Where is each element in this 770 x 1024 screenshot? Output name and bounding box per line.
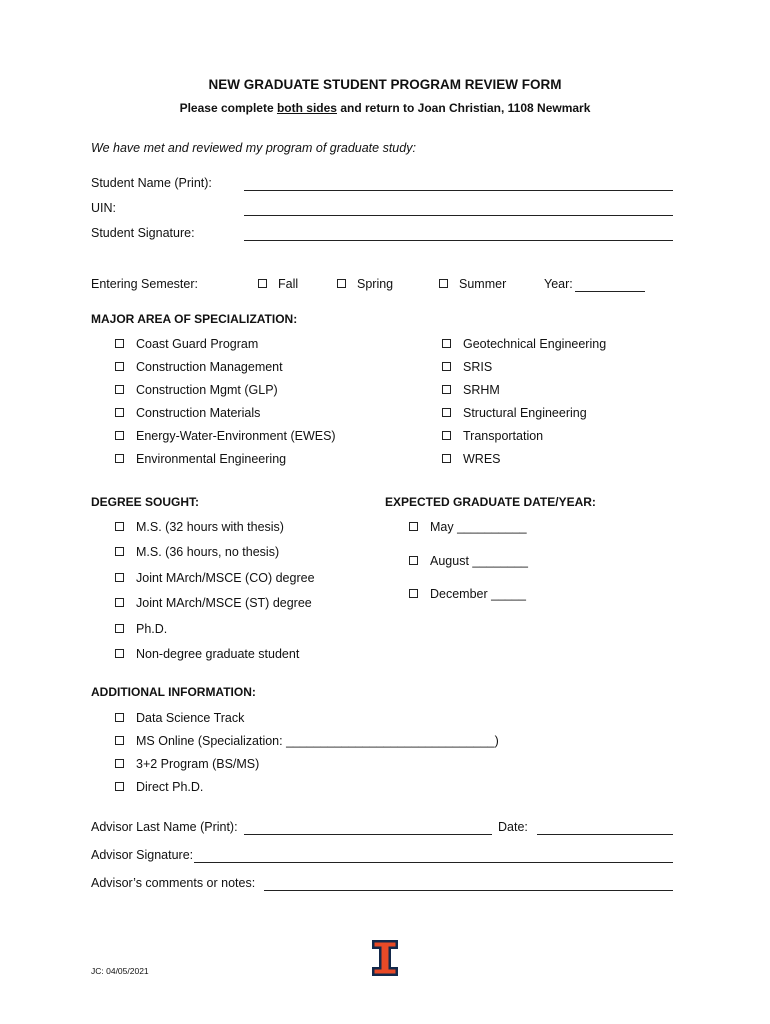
uin-label: UIN: <box>91 201 116 215</box>
degree-checkbox[interactable] <box>115 547 124 556</box>
degree-checkbox[interactable] <box>115 649 124 658</box>
summer-label: Summer <box>459 277 507 291</box>
additional-option: MS Online (Specialization: ______________________________) <box>136 734 499 748</box>
major-option: SRIS <box>463 360 493 374</box>
graduation-option: December _____ <box>430 587 526 601</box>
additional-heading: ADDITIONAL INFORMATION: <box>91 685 256 699</box>
advisor-date-field[interactable] <box>537 834 673 835</box>
fall-checkbox[interactable] <box>258 279 267 288</box>
major-checkbox[interactable] <box>442 408 451 417</box>
degree-heading: DEGREE SOUGHT: <box>91 495 200 509</box>
year-field[interactable] <box>575 291 645 292</box>
major-checkbox[interactable] <box>115 431 124 440</box>
student-name-field[interactable] <box>244 190 673 191</box>
advisor-comments-label: Advisor’s comments or notes: <box>91 876 256 890</box>
additional-checkbox[interactable] <box>115 713 124 722</box>
major-option: Environmental Engineering <box>136 452 287 466</box>
subtitle-post: and return to Joan Christian, 1108 Newmark <box>336 101 591 115</box>
major-option: Construction Management <box>136 360 283 374</box>
major-checkbox[interactable] <box>115 408 124 417</box>
student-signature-label: Student Signature: <box>91 226 195 240</box>
degree-option: M.S. (32 hours with thesis) <box>136 520 284 534</box>
degree-option: M.S. (36 hours, no thesis) <box>136 545 280 559</box>
summer-checkbox[interactable] <box>439 279 448 288</box>
form-title: NEW GRADUATE STUDENT PROGRAM REVIEW FORM <box>208 77 562 92</box>
graduation-checkbox[interactable] <box>409 589 418 598</box>
additional-checkbox[interactable] <box>115 759 124 768</box>
major-option: Energy-Water-Environment (EWES) <box>136 429 336 443</box>
major-checkbox[interactable] <box>115 339 124 348</box>
degree-checkbox[interactable] <box>115 598 124 607</box>
degree-option: Joint MArch/MSCE (ST) degree <box>136 596 312 610</box>
major-option: Coast Guard Program <box>136 337 259 351</box>
major-heading: MAJOR AREA OF SPECIALIZATION: <box>91 312 298 326</box>
additional-option: Data Science Track <box>136 711 245 725</box>
advisor-signature-field[interactable] <box>194 862 673 863</box>
graduation-checkbox[interactable] <box>409 522 418 531</box>
graduation-option: May __________ <box>430 520 527 534</box>
major-checkbox[interactable] <box>442 385 451 394</box>
major-checkbox[interactable] <box>115 362 124 371</box>
advisor-comments-field[interactable] <box>264 890 673 891</box>
student-signature-field[interactable] <box>244 240 673 241</box>
subtitle-underlined: both sides <box>276 101 337 115</box>
major-option: Construction Mgmt (GLP) <box>136 383 278 397</box>
major-option: Geotechnical Engineering <box>463 337 607 351</box>
year-label: Year: <box>544 277 573 291</box>
graduation-option: August ________ <box>430 554 529 568</box>
spring-checkbox[interactable] <box>337 279 346 288</box>
subtitle-pre: Please complete <box>179 101 277 115</box>
degree-option: Non-degree graduate student <box>136 647 300 661</box>
university-logo <box>370 938 400 978</box>
major-option: Transportation <box>463 429 544 443</box>
major-option: SRHM <box>463 383 500 397</box>
major-checkbox[interactable] <box>442 431 451 440</box>
major-option: Construction Materials <box>136 406 261 420</box>
additional-checkbox[interactable] <box>115 736 124 745</box>
advisor-signature-label: Advisor Signature: <box>91 848 194 862</box>
degree-option: Ph.D. <box>136 622 168 636</box>
major-checkbox[interactable] <box>442 454 451 463</box>
additional-option: Direct Ph.D. <box>136 780 204 794</box>
uin-field[interactable] <box>244 215 673 216</box>
spring-label: Spring <box>357 277 394 291</box>
graduation-heading: EXPECTED GRADUATE DATE/YEAR: <box>385 495 596 509</box>
advisor-date-label: Date: <box>498 820 528 834</box>
block-i-logo-icon <box>370 938 400 978</box>
major-checkbox[interactable] <box>442 339 451 348</box>
additional-option: 3+2 Program (BS/MS) <box>136 757 260 771</box>
fall-label: Fall <box>278 277 299 291</box>
intro-text: We have met and reviewed my program of graduate study: <box>91 141 416 155</box>
major-option: WRES <box>463 452 501 466</box>
degree-checkbox[interactable] <box>115 522 124 531</box>
major-checkbox[interactable] <box>115 385 124 394</box>
revision-code: JC: 04/05/2021 <box>91 966 149 976</box>
advisor-name-label: Advisor Last Name (Print): <box>91 820 238 834</box>
degree-option: Joint MArch/MSCE (CO) degree <box>136 571 315 585</box>
additional-checkbox[interactable] <box>115 782 124 791</box>
major-option: Structural Engineering <box>463 406 587 420</box>
entering-semester-label: Entering Semester: <box>91 277 198 291</box>
major-checkbox[interactable] <box>115 454 124 463</box>
graduation-checkbox[interactable] <box>409 556 418 565</box>
form-subtitle <box>0 101 770 115</box>
degree-checkbox[interactable] <box>115 573 124 582</box>
degree-checkbox[interactable] <box>115 624 124 633</box>
major-checkbox[interactable] <box>442 362 451 371</box>
student-name-label: Student Name (Print): <box>91 176 212 190</box>
advisor-name-field[interactable] <box>244 834 492 835</box>
